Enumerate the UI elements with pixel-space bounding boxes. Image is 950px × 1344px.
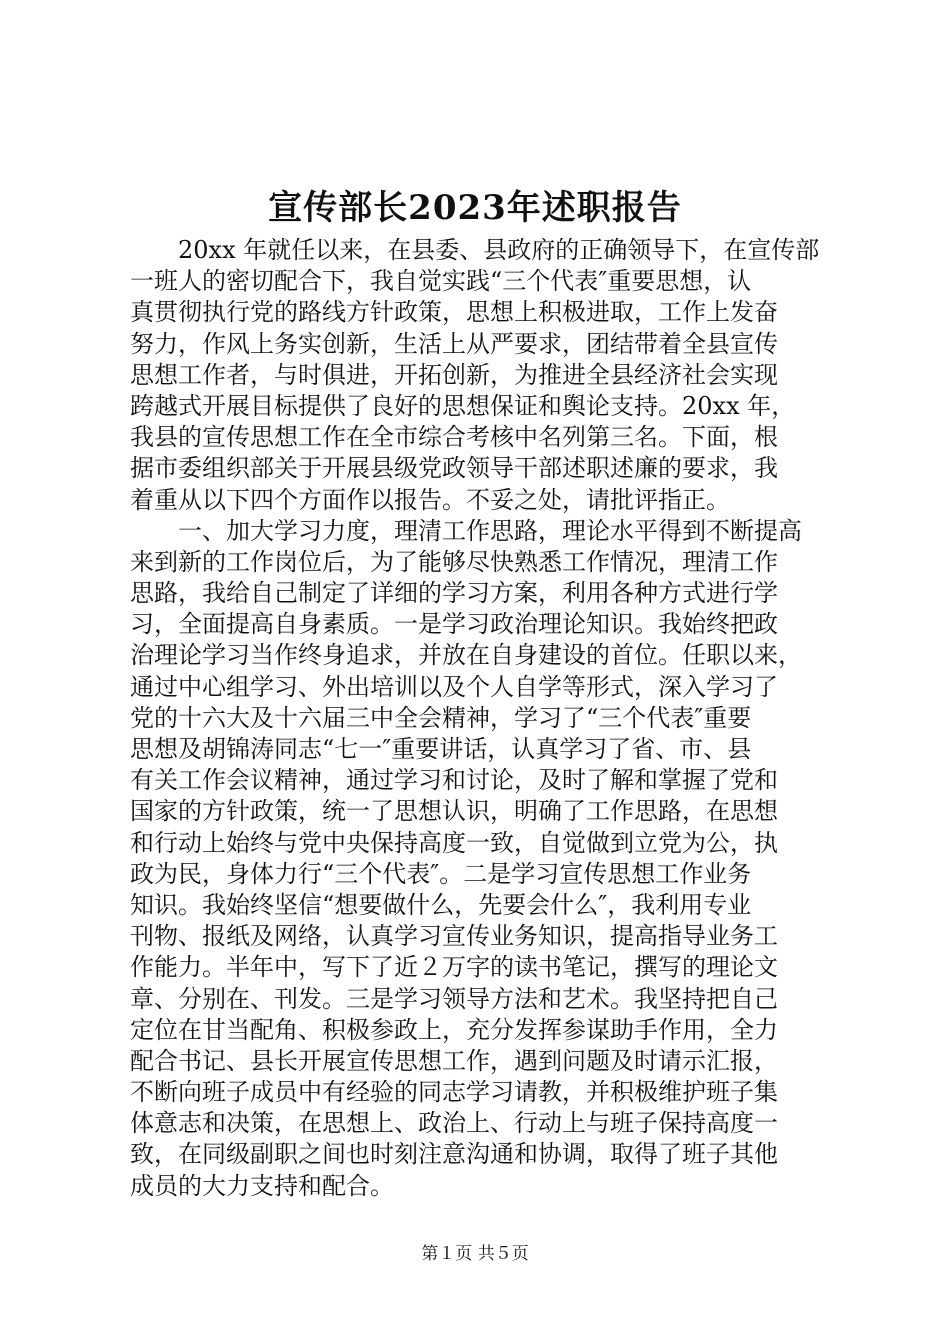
paragraph-1-line: 20xx 年就任以来，在县委、县政府的正确领导下，在宣传部 — [178, 236, 820, 264]
paragraph-2-line: 有关工作会议精神，通过学习和讨论，及时了解和掌握了党和 — [130, 766, 778, 795]
paragraph-1-line: 真贯彻执行党的路线方针政策，思想上积极进取，工作上发奋 — [130, 298, 778, 327]
paragraph-1-line: 跨越式开展目标提供了良好的思想保证和舆论支持。20xx 年， — [130, 391, 796, 420]
document-body — [130, 235, 830, 1202]
paragraph-2-line: 治理论学习当作终身追求，并放在自身建设的首位。任职以来， — [130, 641, 802, 670]
paragraph-2-line: 体意志和决策，在思想上、政治上、行动上与班子保持高度一 — [130, 1109, 778, 1138]
paragraph-2-line: 国家的方针政策，统一了思想认识，明确了工作思路，在思想 — [130, 797, 778, 826]
paragraph-2-line: 习，全面提高自身素质。一是学习政治理论知识。我始终把政 — [130, 610, 778, 639]
paragraph-2-line: 来到新的工作岗位后，为了能够尽快熟悉工作情况，理清工作 — [130, 547, 778, 576]
paragraph-1-line: 据市委组织部关于开展县级党政领导干部述职述廉的要求，我 — [130, 454, 778, 483]
paragraph-2-line: 定位在甘当配角、积极参政上，充分发挥参谋助手作用，全力 — [130, 1015, 778, 1044]
paragraph-2-line: 通过中心组学习、外出培训以及个人自学等形式，深入学习了 — [130, 672, 778, 701]
paragraph-1-line: 一班人的密切配合下，我自觉实践“三个代表″重要思想，认 — [130, 267, 752, 296]
paragraph-2-line: 章、分别在、刊发。三是学习领导方法和艺术。我坚持把自己 — [130, 984, 778, 1013]
paragraph-1-line: 我县的宣传思想工作在全市综合考核中名列第三名。下面，根 — [130, 423, 778, 452]
paragraph-2-line: 思路，我给自己制定了详细的学习方案，利用各种方式进行学 — [130, 579, 778, 608]
section-heading: 一、加大学习力度，理清工作思路，理论水平得到不断提高 — [178, 516, 802, 545]
paragraph-2-line: 刊物、报纸及网络，认真学习宣传业务知识，提高指导业务工 — [130, 922, 778, 951]
paragraph-2-line: 知识。我始终坚信“想要做什么，先要会什么″，我利用专业 — [130, 890, 752, 919]
paragraph-2-line: 成员的大力支持和配合。 — [130, 1171, 394, 1200]
document-title: 宣传部长2023年述职报告 — [268, 188, 682, 228]
paragraph-2-line: 党的十六大及十六届三中全会精神，学习了“三个代表″重要 — [130, 703, 752, 732]
paragraph-1-line: 着重从以下四个方面作以报告。不妥之处，请批评指正。 — [130, 485, 730, 514]
paragraph-2-line: 不断向班子成员中有经验的同志学习请教，并积极维护班子集 — [130, 1078, 778, 1107]
paragraph-2-line: 作能力。半年中，写下了近２万字的读书笔记，撰写的理论文 — [130, 953, 778, 982]
paragraph-2-line: 致，在同级副职之间也时刻注意沟通和协调，取得了班子其他 — [130, 1140, 778, 1169]
paragraph-2-line: 思想及胡锦涛同志“七一″重要讲话，认真学习了省、市、县 — [130, 735, 752, 763]
paragraph-1-line: 努力，作风上务实创新，生活上从严要求，团结带着全县宣传 — [130, 329, 778, 358]
paragraph-1-line: 思想工作者，与时俱进，开拓创新，为推进全县经济社会实现 — [130, 360, 778, 389]
page-footer: 第１页 共５页 — [421, 1244, 529, 1264]
paragraph-2-line: 和行动上始终与党中央保持高度一致，自觉做到立党为公，执 — [130, 828, 778, 857]
paragraph-2-line: 政为民，身体力行“三个代表″。二是学习宣传思想工作业务 — [130, 859, 752, 888]
paragraph-2-line: 配合书记、县长开展宣传思想工作，遇到问题及时请示汇报， — [130, 1046, 778, 1075]
